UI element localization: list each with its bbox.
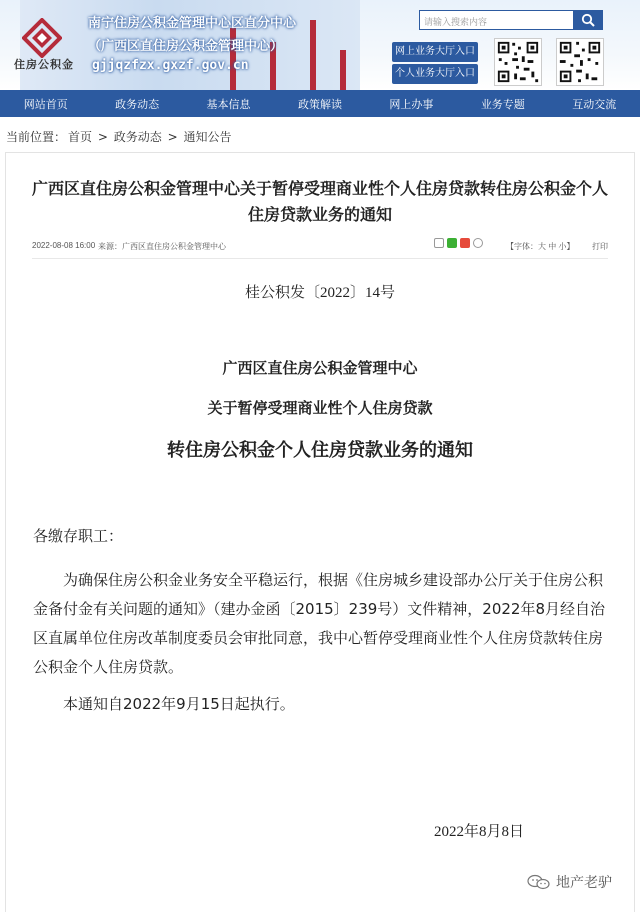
housing-fund-logo-icon[interactable]	[22, 18, 62, 58]
print-link[interactable]: 打印	[592, 242, 608, 251]
breadcrumb-separator: >	[97, 130, 108, 144]
nav-item-online-service[interactable]: 网上办事	[389, 97, 434, 111]
notice-heading-line1: 广西区直住房公积金管理中心	[222, 359, 418, 377]
paragraph: 为确保住房公积金业务安全平稳运行，根据《住房城乡建设部办公厅关于住房公积金备付金有关问题的通知》（建办金函〔2015〕239号）文件精神，2022年8月经自治区直属单位住房改革制度委员会审批同意，我中心暂停受理商业性个人住房贷款转住房公积金个人住房贷款。	[33, 571, 606, 676]
main-nav	[0, 90, 640, 117]
breadcrumb-home[interactable]: 首页	[68, 130, 93, 144]
site-subtitle: （广西区直住房公积金管理中心）	[88, 39, 284, 54]
breadcrumb-news[interactable]: 政务动态	[113, 130, 162, 144]
share-icons	[434, 238, 483, 248]
document-number: 桂公积发〔2022〕14号	[244, 285, 395, 301]
nav-item-basic-info[interactable]: 基本信息	[206, 97, 251, 111]
paragraph: 本通知自2022年9月15日起执行。	[63, 695, 295, 713]
breadcrumb	[6, 128, 234, 145]
crane-decoration	[340, 50, 346, 90]
breadcrumb-notices[interactable]: 通知公告	[183, 130, 232, 144]
notice-heading-line3: 转住房公积金个人住房贷款业务的通知	[167, 440, 473, 461]
publish-date: 2022-08-08 16:00	[32, 241, 96, 250]
breadcrumb-separator: >	[167, 130, 178, 144]
search-icon	[581, 13, 595, 27]
breadcrumb-prefix: 当前位置：	[6, 130, 67, 144]
notice-heading-line2: 关于暂停受理商业性个人住房贷款	[207, 399, 433, 417]
meta-divider	[32, 258, 608, 259]
signature-date: 2022年8月8日	[434, 824, 525, 840]
qzone-share-icon[interactable]	[473, 238, 483, 248]
site-url[interactable]: gjjqzfzx.gxzf.gov.cn	[92, 58, 249, 73]
nav-item-topics[interactable]: 业务专题	[480, 97, 525, 111]
watermark-text: 地产老驴	[556, 875, 612, 891]
site-title: 南宁住房公积金管理中心区直分中心	[88, 16, 297, 31]
salutation: 各缴存职工：	[33, 527, 124, 545]
article-meta	[32, 238, 608, 254]
font-size-control[interactable]: 【字体：大 中 小】	[506, 242, 575, 251]
qr-code-icon	[556, 38, 604, 86]
wechat-share-icon[interactable]	[447, 238, 457, 248]
crane-decoration	[310, 20, 316, 90]
weibo-share-icon[interactable]	[460, 238, 470, 248]
online-hall-button[interactable]: 网上业务大厅入口	[392, 42, 478, 62]
wechat-icon	[526, 874, 552, 890]
search-input[interactable]: 请输入搜索内容	[419, 10, 574, 30]
article-source: 来源：广西区直住房公积金管理中心	[98, 242, 226, 251]
personal-hall-button[interactable]: 个人业务大厅入口	[392, 64, 478, 84]
site-header	[0, 0, 640, 90]
nav-item-news[interactable]: 政务动态	[115, 97, 160, 111]
search-button[interactable]	[573, 10, 603, 30]
logo-text: 住房公积金	[14, 58, 74, 71]
nav-item-interaction[interactable]: 互动交流	[572, 97, 617, 111]
qr-code-icon	[494, 38, 542, 86]
article-title: 广西区直住房公积金管理中心关于暂停受理商业性个人住房贷款转住房公积金个人住房贷款业务的通知	[31, 179, 608, 224]
nav-item-home[interactable]: 网站首页	[23, 97, 68, 111]
nav-item-policy[interactable]: 政策解读	[297, 97, 342, 111]
share-icon[interactable]	[434, 238, 444, 248]
